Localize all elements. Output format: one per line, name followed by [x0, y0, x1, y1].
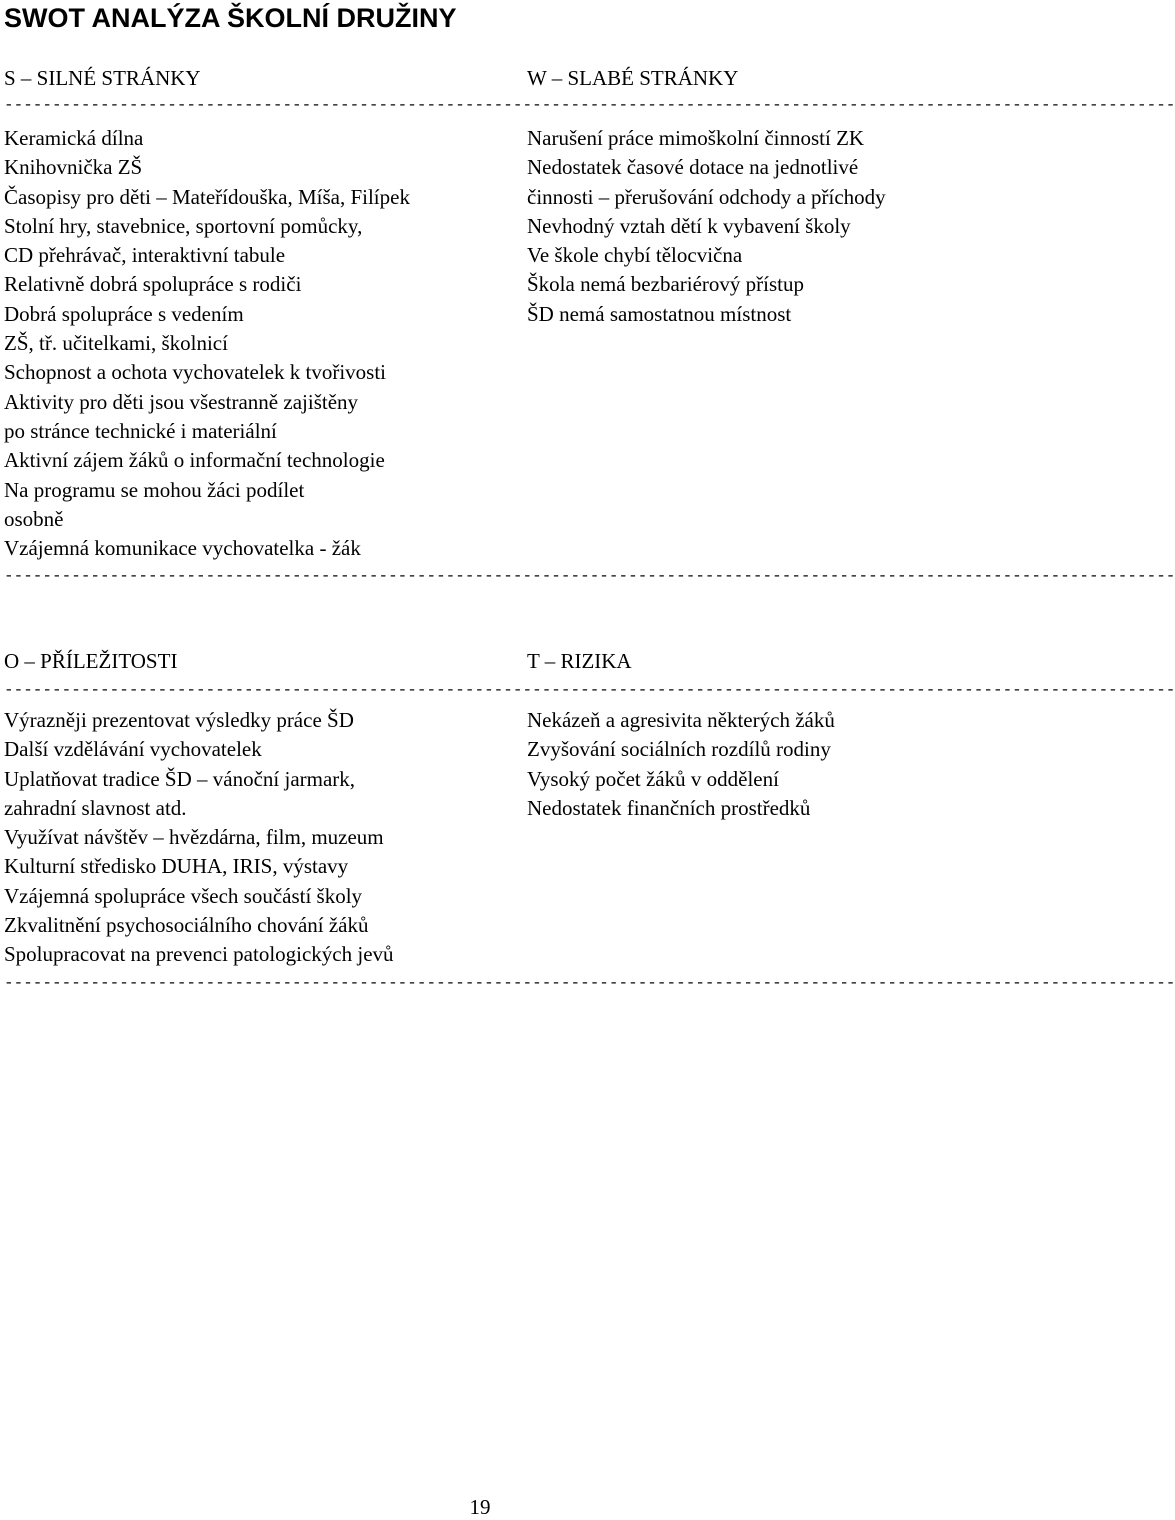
strengths-item: Aktivní zájem žáků o informační technologie [4, 448, 385, 473]
threats-item: Vysoký počet žáků v oddělení [527, 766, 779, 791]
threats-heading: T – RIZIKA [527, 649, 632, 673]
opportunities-item: Vzájemná spolupráce všech součástí školy [4, 883, 363, 908]
strengths-item: Stolní hry, stavebnice, sportovní pomůcky, [4, 213, 363, 238]
strengths-item: CD přehrávač, interaktivní tabule [4, 243, 286, 268]
strengths-heading: S – SILNÉ STRÁNKY [4, 66, 201, 90]
weaknesses-item: ŠD nemá samostatnou místnost [527, 301, 792, 326]
page-title: SWOT ANALÝZA ŠKOLNÍ DRUŽINY [4, 3, 457, 33]
strengths-item: Aktivity pro děti jsou všestranně zajištěny [4, 389, 359, 414]
strengths-list [4, 124, 410, 563]
opportunities-item: Výrazněji prezentovat výsledky práce ŠD [4, 708, 354, 732]
opportunities-list [4, 706, 394, 970]
weaknesses-item: Škola nemá bezbariérový přístup [527, 272, 804, 297]
strengths-item: osobně [4, 506, 64, 531]
strengths-item: Vzájemná komunikace vychovatelka - žák [4, 536, 361, 561]
threats-item: Zvyšování sociálních rozdílů rodiny [527, 737, 831, 762]
strengths-item: Na programu se mohou žáci podílet [4, 477, 305, 502]
weaknesses-item: činnosti – přerušování odchody a příchody [527, 184, 886, 209]
opportunities-item: Zkvalitnění psychosociálního chování žáků [4, 913, 369, 938]
weaknesses-item: Nevhodný vztah dětí k vybavení školy [527, 213, 851, 238]
opportunities-item: zahradní slavnost atd. [4, 795, 187, 820]
opportunities-heading: O – PŘÍLEŽITOSTI [4, 649, 178, 673]
strengths-item: ZŠ, tř. učitelkami, školnicí [4, 331, 228, 356]
threats-item: Nekázeň a agresivita některých žáků [527, 708, 835, 732]
weaknesses-list [527, 124, 886, 329]
opportunities-item: Využívat návštěv – hvězdárna, film, muzeum [4, 825, 384, 850]
separator-line: -------------------------------------------------------------------------------------------------------------------------- [4, 974, 1175, 992]
opportunities-item: Spolupracovat na prevenci patologických jevů [4, 942, 394, 967]
strengths-item: Relativně dobrá spolupráce s rodiči [4, 272, 302, 297]
strengths-item: Keramická dílna [4, 126, 144, 150]
separator-line: -------------------------------------------------------------------------------------------------------------------------- [4, 567, 1175, 585]
page-number: 19 [469, 1495, 491, 1519]
strengths-item: Dobrá spolupráce s vedením [4, 301, 244, 326]
opportunities-item: Kulturní středisko DUHA, IRIS, výstavy [4, 854, 349, 879]
opportunities-item: Uplatňovat tradice ŠD – vánoční jarmark, [4, 766, 356, 791]
separator-line: -------------------------------------------------------------------------------------------------------------------------- [4, 96, 1175, 114]
strengths-item: Schopnost a ochota vychovatelek k tvořivosti [4, 360, 387, 385]
threats-item: Nedostatek finančních prostředků [527, 795, 811, 820]
separator-line: -------------------------------------------------------------------------------------------------------------------------- [4, 681, 1175, 699]
strengths-item: Knihovnička ZŠ [4, 155, 143, 180]
weaknesses-heading: W – SLABÉ STRÁNKY [527, 66, 739, 90]
strengths-item: po stránce technické i materiální [4, 418, 277, 443]
weaknesses-item: Ve škole chybí tělocvična [527, 243, 743, 268]
weaknesses-item: Nedostatek časové dotace na jednotlivé [527, 155, 859, 180]
opportunities-item: Další vzdělávání vychovatelek [4, 737, 262, 762]
strengths-item: Časopisy pro děti – Mateřídouška, Míša, Filípek [4, 184, 410, 209]
threats-list [527, 706, 835, 823]
weaknesses-item: Narušení práce mimoškolní činností ZK [527, 126, 865, 150]
